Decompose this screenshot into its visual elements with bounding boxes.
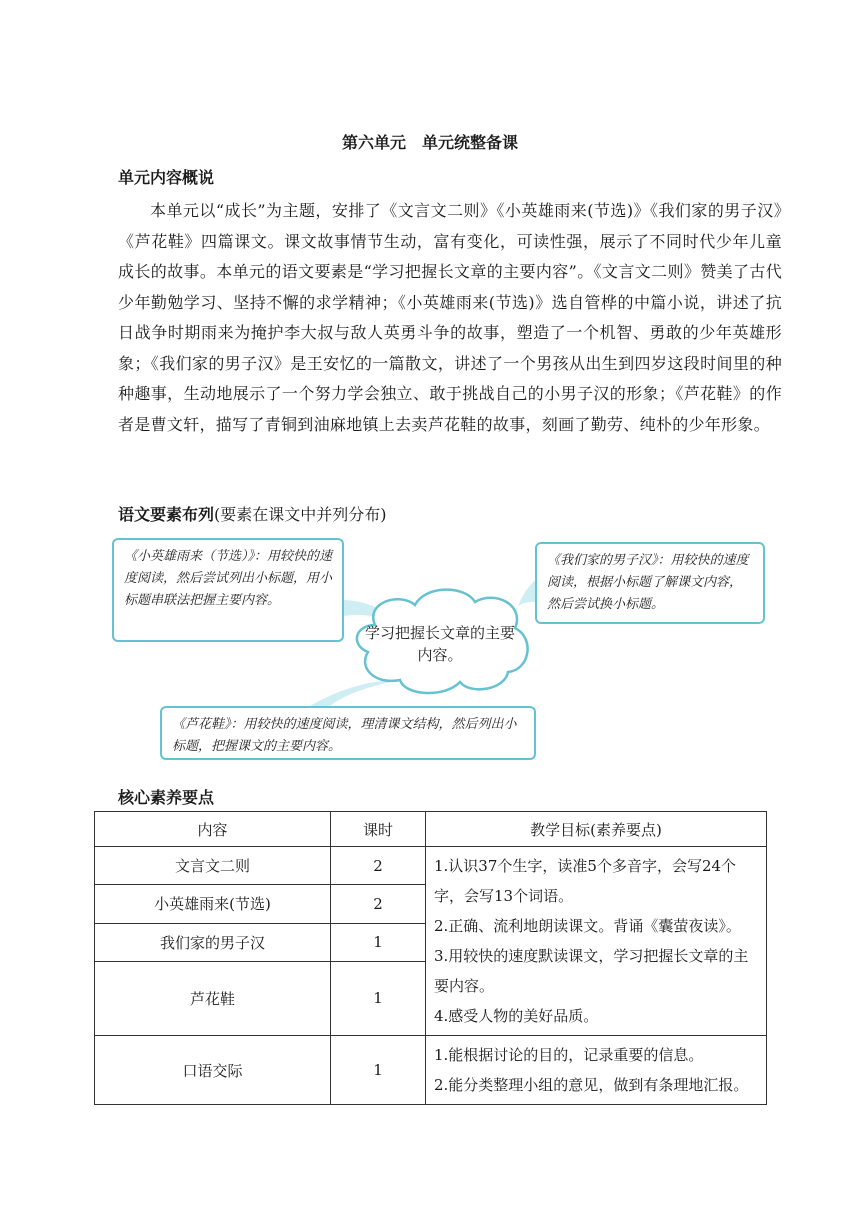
page-title: 第六单元 单元统整备课: [341, 133, 518, 152]
table-row: [95, 1036, 767, 1105]
row-name: 口语交际: [95, 1036, 331, 1105]
overview-paragraph: [118, 196, 782, 440]
row-hours: 2: [331, 885, 426, 923]
goal-item: 3.用较快的速度默读课文，学习把握长文章的主要内容。: [434, 947, 749, 995]
goal-item: 1.能根据讨论的目的，记录重要的信息。: [434, 1046, 704, 1064]
row-hours: 2: [331, 847, 426, 885]
header-goals: 教学目标(素养要点): [426, 812, 767, 847]
header-content: 内容: [95, 812, 331, 847]
row-name: 我们家的男子汉: [95, 923, 331, 961]
elements-heading: [118, 502, 387, 525]
core-table: [94, 811, 767, 1105]
elements-heading-text: 语文要素布列: [118, 505, 215, 524]
goal-item: 4.感受人物的美好品质。: [434, 1007, 599, 1025]
box-nanzihan: 《我们家的男子汉》：用较快的速度阅读，根据小标题了解课文内容，然后尝试换小标题。: [535, 542, 765, 624]
header-hours: 课时: [331, 812, 426, 847]
goal-item: 2.正确、流利地朗读课文。背诵《囊萤夜读》。: [434, 917, 741, 935]
row-hours: 1: [331, 923, 426, 961]
goal-item: 1.认识37个生字，读准5个多音字，会写24个字，会写13个词语。: [434, 857, 737, 905]
connector-bottom: [310, 680, 400, 706]
overview-heading: 单元内容概说: [118, 168, 215, 187]
overview-text: 本单元以“成长”为主题，安排了《文言文二则》《小英雄雨来(节选)》《我们家的男子汉》《芦花鞋》四篇课文。课文故事情节生动，富有变化，可读性强，展示了不同时代少年儿童成长的故事。本单元的语文要素是“学习把握长文章的主要内容”。《文言文二则》赞美了古代少年勤勉学习、坚持不懈的求学精神；《小英雄雨来(节选)》选自管桦的中篇小说，讲述了抗日战争时期雨来为掩护李大叔与敌人英勇斗争的故事，塑造了一个机智、勇敢的少年英雄形象；《我们家的男子汉》是王安忆的一篇散文，讲述了一个男孩从出生到四岁这段时间里的种种趣事，生动地展示了一个努力学会独立、敢于挑战自己的小男子汉的形象；《芦花鞋》的作者是曹文轩，描写了青铜到油麻地镇上去卖芦花鞋的故事，刻画了勤劳、纯朴的少年形象。: [118, 201, 782, 434]
core-heading: 核心素养要点: [118, 788, 215, 807]
row-name: 芦花鞋: [95, 961, 331, 1035]
box-luhuaxie: 《芦花鞋》：用较快的速度阅读，理清课文结构，然后列出小标题，把握课文的主要内容。: [160, 706, 536, 760]
goals-oral: [426, 1036, 767, 1105]
elements-heading-note: (要素在课文中并列分布): [214, 505, 387, 524]
goal-item: 2.能分类整理小组的意见，做到有条理地汇报。: [434, 1076, 749, 1094]
box-xiaoyingxiong: 《小英雄雨来（节选）》：用较快的速度阅读，然后尝试列出小标题，用小标题串联法把握主要内容。: [112, 538, 344, 642]
cloud-center-text: 学习把握长文章的主要内容。: [365, 624, 516, 664]
row-name: 文言文二则: [95, 847, 331, 885]
table-row: [95, 847, 767, 885]
row-hours: 1: [331, 1036, 426, 1105]
elements-diagram: [110, 530, 770, 770]
row-hours: 1: [331, 961, 426, 1035]
table-header-row: [95, 812, 767, 847]
goals-reading: [426, 847, 767, 1036]
row-name: 小英雄雨来(节选): [95, 885, 331, 923]
